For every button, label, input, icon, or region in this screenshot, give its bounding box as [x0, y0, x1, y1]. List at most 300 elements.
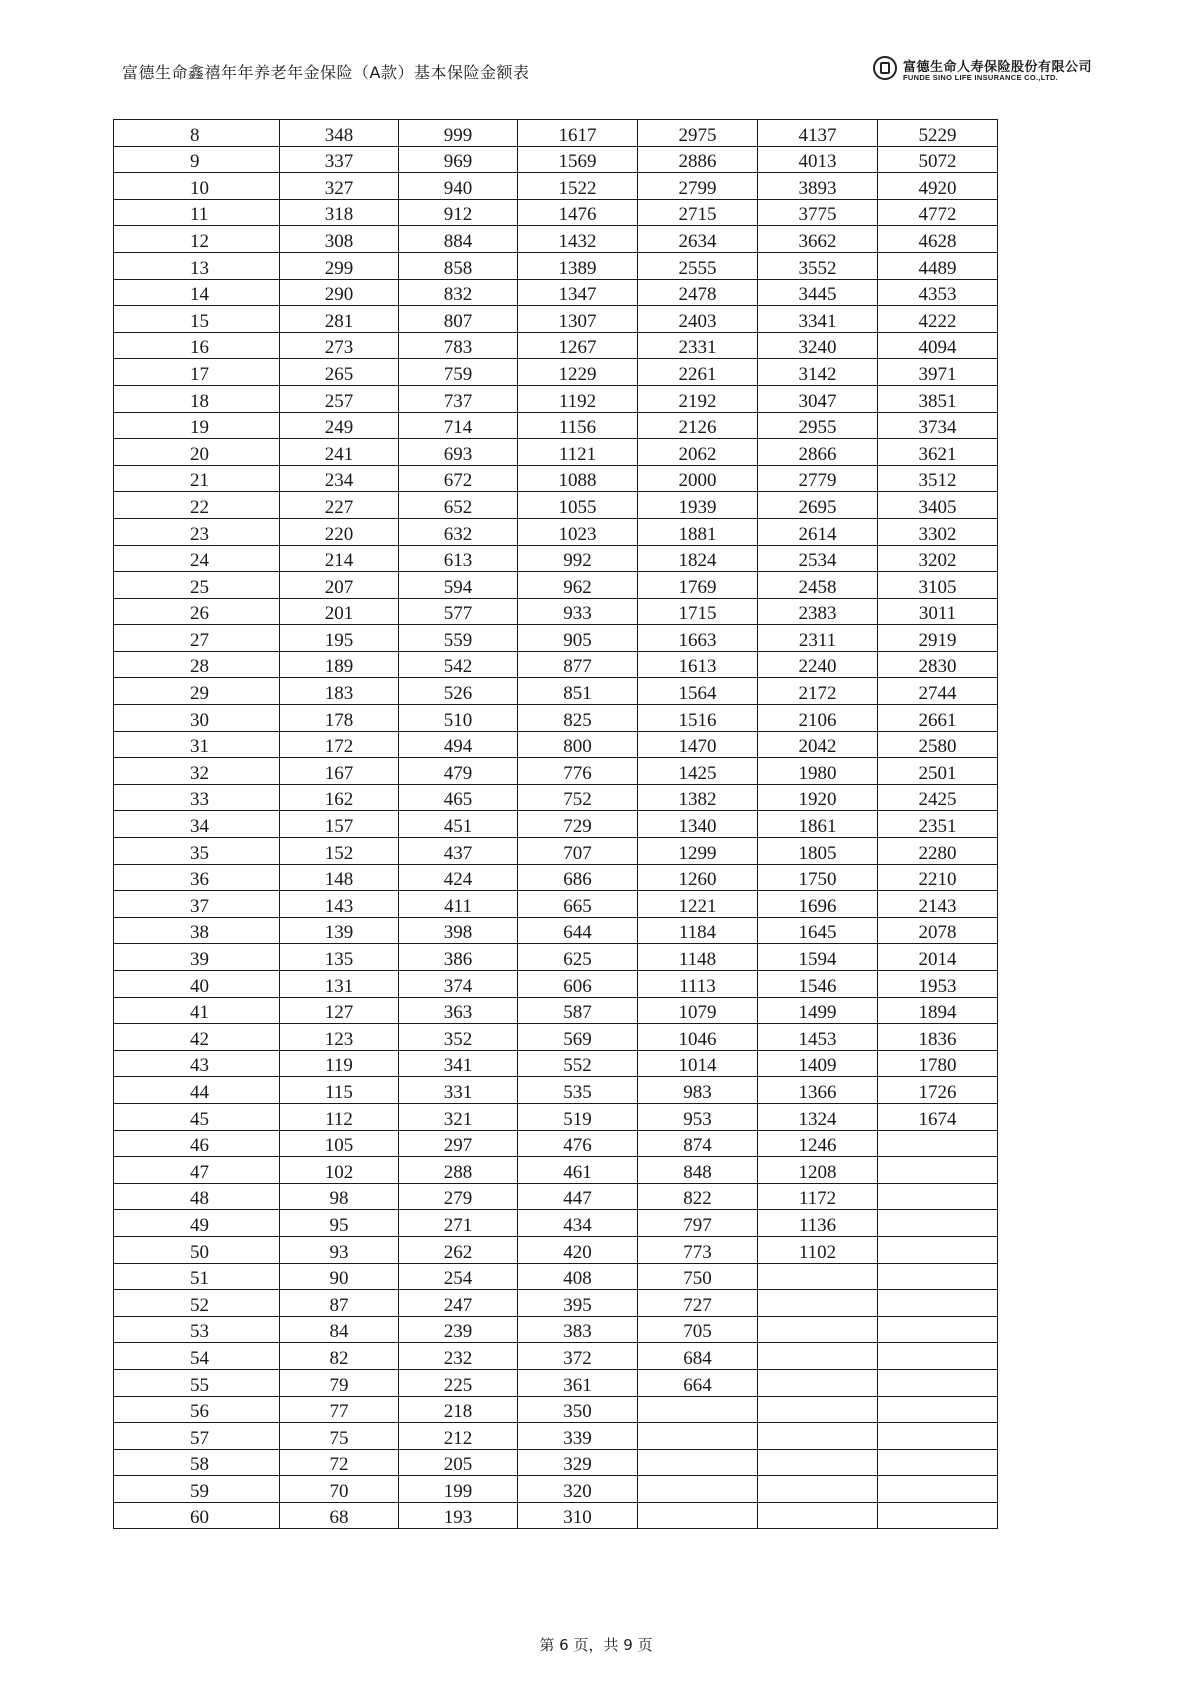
- amount-cell: 3851: [878, 385, 998, 412]
- amount-cell: 1750: [758, 864, 878, 891]
- amount-cell: 652: [399, 492, 518, 519]
- document-title: 富德生命鑫禧年年养老年金保险（A款）基本保险金额表: [122, 63, 530, 82]
- age-cell: 23: [114, 518, 280, 545]
- amount-cell: 3893: [758, 173, 878, 200]
- amount-cell: 1953: [878, 971, 998, 998]
- amount-cell: 2919: [878, 625, 998, 652]
- amount-cell: 587: [518, 997, 638, 1024]
- amount-cell: 632: [399, 518, 518, 545]
- amount-cell: 2280: [878, 838, 998, 865]
- amount-cell: 2042: [758, 731, 878, 758]
- amount-cell: [758, 1423, 878, 1450]
- age-cell: 29: [114, 678, 280, 705]
- age-cell: 42: [114, 1024, 280, 1051]
- age-cell: 60: [114, 1502, 280, 1529]
- amount-cell: 2331: [638, 332, 758, 359]
- company-logo: [873, 56, 1093, 88]
- amount-cell: 526: [399, 678, 518, 705]
- table-row: [114, 439, 998, 466]
- table-row: [114, 306, 998, 333]
- amount-cell: 1425: [638, 758, 758, 785]
- amount-cell: 1156: [518, 412, 638, 439]
- amount-cell: 1470: [638, 731, 758, 758]
- table-row: [114, 1130, 998, 1157]
- amount-cell: [758, 1396, 878, 1423]
- amount-cell: 1229: [518, 359, 638, 386]
- table-row: [114, 385, 998, 412]
- amount-cell: 1546: [758, 971, 878, 998]
- age-cell: 10: [114, 173, 280, 200]
- amount-cell: 858: [399, 252, 518, 279]
- amount-cell: 281: [280, 306, 399, 333]
- table-row: [114, 1157, 998, 1184]
- amount-cell: 308: [280, 226, 399, 253]
- amount-cell: 905: [518, 625, 638, 652]
- table-row: [114, 252, 998, 279]
- amount-cell: 205: [399, 1449, 518, 1476]
- amount-cell: 2501: [878, 758, 998, 785]
- age-cell: 11: [114, 199, 280, 226]
- amount-cell: [878, 1316, 998, 1343]
- table-row: [114, 864, 998, 891]
- amount-cell: 70: [280, 1476, 399, 1503]
- amount-cell: 832: [399, 279, 518, 306]
- table-row: [114, 1077, 998, 1104]
- amount-cell: 4222: [878, 306, 998, 333]
- amount-cell: 1499: [758, 997, 878, 1024]
- amount-cell: 714: [399, 412, 518, 439]
- amount-cell: 321: [399, 1103, 518, 1130]
- amount-cell: 1516: [638, 705, 758, 732]
- amount-cell: 1409: [758, 1050, 878, 1077]
- amount-cell: 1079: [638, 997, 758, 1024]
- amount-cell: 2555: [638, 252, 758, 279]
- table-row: [114, 891, 998, 918]
- amount-cell: 297: [399, 1130, 518, 1157]
- age-cell: 34: [114, 811, 280, 838]
- amount-cell: 262: [399, 1236, 518, 1263]
- amount-cell: 1046: [638, 1024, 758, 1051]
- amount-cell: 451: [399, 811, 518, 838]
- amount-cell: 3445: [758, 279, 878, 306]
- amount-cell: 4489: [878, 252, 998, 279]
- amount-cell: 776: [518, 758, 638, 785]
- amount-cell: 1920: [758, 784, 878, 811]
- amount-cell: 157: [280, 811, 399, 838]
- amount-cell: 672: [399, 465, 518, 492]
- amount-cell: 1617: [518, 120, 638, 147]
- amount-cell: 232: [399, 1343, 518, 1370]
- amount-cell: 337: [280, 146, 399, 173]
- amount-cell: 247: [399, 1290, 518, 1317]
- amount-cell: 1894: [878, 997, 998, 1024]
- amount-cell: [878, 1502, 998, 1529]
- amount-cell: 983: [638, 1077, 758, 1104]
- amount-cell: 183: [280, 678, 399, 705]
- age-cell: 43: [114, 1050, 280, 1077]
- age-cell: 9: [114, 146, 280, 173]
- amount-cell: 398: [399, 917, 518, 944]
- amount-cell: [638, 1396, 758, 1423]
- amount-cell: 465: [399, 784, 518, 811]
- age-cell: 39: [114, 944, 280, 971]
- table-row: [114, 1236, 998, 1263]
- amount-cell: 265: [280, 359, 399, 386]
- amount-cell: 424: [399, 864, 518, 891]
- amount-cell: 4920: [878, 173, 998, 200]
- age-cell: 57: [114, 1423, 280, 1450]
- amount-cell: 361: [518, 1369, 638, 1396]
- amount-cell: 341: [399, 1050, 518, 1077]
- amount-cell: 476: [518, 1130, 638, 1157]
- amount-cell: 822: [638, 1183, 758, 1210]
- table-row: [114, 1210, 998, 1237]
- amount-cell: 395: [518, 1290, 638, 1317]
- amount-cell: 992: [518, 545, 638, 572]
- amount-cell: 115: [280, 1077, 399, 1104]
- amount-cell: 3302: [878, 518, 998, 545]
- age-cell: 19: [114, 412, 280, 439]
- amount-cell: 535: [518, 1077, 638, 1104]
- age-cell: 18: [114, 385, 280, 412]
- age-cell: 12: [114, 226, 280, 253]
- amount-cell: 1453: [758, 1024, 878, 1051]
- amount-cell: 1389: [518, 252, 638, 279]
- amount-cell: 2311: [758, 625, 878, 652]
- amount-cell: 350: [518, 1396, 638, 1423]
- page-number: 第 6 页，共 9 页: [539, 1636, 653, 1654]
- amount-cell: 1696: [758, 891, 878, 918]
- amount-cell: 1088: [518, 465, 638, 492]
- amount-cell: 2534: [758, 545, 878, 572]
- amount-cell: 386: [399, 944, 518, 971]
- amount-cell: 3202: [878, 545, 998, 572]
- amount-cell: 434: [518, 1210, 638, 1237]
- table-row: [114, 1103, 998, 1130]
- table-row: [114, 1263, 998, 1290]
- amount-cell: [758, 1476, 878, 1503]
- amount-cell: 2014: [878, 944, 998, 971]
- amount-cell: 693: [399, 439, 518, 466]
- amount-cell: 1208: [758, 1157, 878, 1184]
- amount-cell: 420: [518, 1236, 638, 1263]
- amount-cell: 3405: [878, 492, 998, 519]
- amount-cell: 68: [280, 1502, 399, 1529]
- amount-cell: 102: [280, 1157, 399, 1184]
- table-row: [114, 944, 998, 971]
- amount-cell: 5229: [878, 120, 998, 147]
- table-row: [114, 1369, 998, 1396]
- amount-cell: [878, 1369, 998, 1396]
- amount-cell: 4013: [758, 146, 878, 173]
- amount-cell: 1014: [638, 1050, 758, 1077]
- amount-cell: 3621: [878, 439, 998, 466]
- amount-cell: 1246: [758, 1130, 878, 1157]
- table-row: [114, 545, 998, 572]
- amount-cell: 912: [399, 199, 518, 226]
- amount-cell: 93: [280, 1236, 399, 1263]
- amount-cell: 2351: [878, 811, 998, 838]
- amount-cell: 310: [518, 1502, 638, 1529]
- amount-cell: [638, 1449, 758, 1476]
- age-cell: 27: [114, 625, 280, 652]
- amount-cell: [638, 1476, 758, 1503]
- amount-cell: 2000: [638, 465, 758, 492]
- amount-cell: 1055: [518, 492, 638, 519]
- amount-cell: 569: [518, 1024, 638, 1051]
- amount-cell: 105: [280, 1130, 399, 1157]
- amount-cell: 2143: [878, 891, 998, 918]
- age-cell: 50: [114, 1236, 280, 1263]
- age-cell: 59: [114, 1476, 280, 1503]
- amount-cell: 1121: [518, 439, 638, 466]
- amount-cell: 3240: [758, 332, 878, 359]
- amount-cell: 3552: [758, 252, 878, 279]
- amount-cell: [638, 1423, 758, 1450]
- amount-cell: 4353: [878, 279, 998, 306]
- amount-cell: 594: [399, 572, 518, 599]
- amount-cell: 218: [399, 1396, 518, 1423]
- amount-cell: 783: [399, 332, 518, 359]
- age-cell: 24: [114, 545, 280, 572]
- amount-cell: 494: [399, 731, 518, 758]
- amount-cell: 372: [518, 1343, 638, 1370]
- amount-cell: 519: [518, 1103, 638, 1130]
- table-row: [114, 279, 998, 306]
- amount-cell: 999: [399, 120, 518, 147]
- amount-cell: 178: [280, 705, 399, 732]
- table-row: [114, 173, 998, 200]
- amount-cell: 123: [280, 1024, 399, 1051]
- age-cell: 36: [114, 864, 280, 891]
- table-row: [114, 758, 998, 785]
- age-cell: 41: [114, 997, 280, 1024]
- amount-cell: 72: [280, 1449, 399, 1476]
- amount-cell: [758, 1290, 878, 1317]
- amount-cell: 139: [280, 917, 399, 944]
- amount-cell: 2425: [878, 784, 998, 811]
- amount-cell: 207: [280, 572, 399, 599]
- amount-cell: 4628: [878, 226, 998, 253]
- age-cell: 25: [114, 572, 280, 599]
- amount-cell: [878, 1476, 998, 1503]
- amount-cell: 752: [518, 784, 638, 811]
- amount-cell: 800: [518, 731, 638, 758]
- amount-cell: 884: [399, 226, 518, 253]
- amount-cell: 3971: [878, 359, 998, 386]
- company-logo-icon: [873, 56, 897, 80]
- table-row: [114, 1183, 998, 1210]
- age-cell: 45: [114, 1103, 280, 1130]
- age-cell: 35: [114, 838, 280, 865]
- amount-cell: 1340: [638, 811, 758, 838]
- amount-cell: 220: [280, 518, 399, 545]
- amount-cell: 3734: [878, 412, 998, 439]
- age-cell: 46: [114, 1130, 280, 1157]
- table-body: [114, 120, 998, 1529]
- amount-cell: [758, 1263, 878, 1290]
- amount-cell: 320: [518, 1476, 638, 1503]
- amount-cell: 1769: [638, 572, 758, 599]
- amount-cell: 759: [399, 359, 518, 386]
- age-cell: 13: [114, 252, 280, 279]
- age-cell: 16: [114, 332, 280, 359]
- amount-cell: 279: [399, 1183, 518, 1210]
- amount-cell: [878, 1263, 998, 1290]
- table-row: [114, 226, 998, 253]
- amount-cell: [758, 1343, 878, 1370]
- table-row: [114, 598, 998, 625]
- company-name-cn: 富德生命人寿保险股份有限公司: [903, 60, 1093, 75]
- table-row: [114, 731, 998, 758]
- amount-cell: 299: [280, 252, 399, 279]
- age-cell: 8: [114, 120, 280, 147]
- amount-cell: 271: [399, 1210, 518, 1237]
- amount-cell: 1102: [758, 1236, 878, 1263]
- table-row: [114, 492, 998, 519]
- table-row: [114, 1449, 998, 1476]
- age-cell: 40: [114, 971, 280, 998]
- age-cell: 28: [114, 651, 280, 678]
- amount-cell: 1564: [638, 678, 758, 705]
- amount-cell: 4094: [878, 332, 998, 359]
- amount-cell: 225: [399, 1369, 518, 1396]
- amount-cell: 2695: [758, 492, 878, 519]
- amount-cell: 2062: [638, 439, 758, 466]
- amount-cell: 940: [399, 173, 518, 200]
- table-row: [114, 1024, 998, 1051]
- amount-cell: 1726: [878, 1077, 998, 1104]
- amount-cell: 1881: [638, 518, 758, 545]
- amount-cell: 1366: [758, 1077, 878, 1104]
- table-row: [114, 572, 998, 599]
- amount-cell: 437: [399, 838, 518, 865]
- amount-cell: 3047: [758, 385, 878, 412]
- amount-cell: 962: [518, 572, 638, 599]
- amount-cell: [758, 1449, 878, 1476]
- amount-cell: 1824: [638, 545, 758, 572]
- amount-cell: 363: [399, 997, 518, 1024]
- amount-cell: 510: [399, 705, 518, 732]
- amount-cell: 707: [518, 838, 638, 865]
- amount-cell: 135: [280, 944, 399, 971]
- amount-cell: 1432: [518, 226, 638, 253]
- amount-cell: 3662: [758, 226, 878, 253]
- amount-cell: 1980: [758, 758, 878, 785]
- amount-cell: 1136: [758, 1210, 878, 1237]
- amount-cell: [758, 1502, 878, 1529]
- amount-cell: 95: [280, 1210, 399, 1237]
- amount-cell: 1324: [758, 1103, 878, 1130]
- age-cell: 14: [114, 279, 280, 306]
- table-row: [114, 1502, 998, 1529]
- amount-cell: 201: [280, 598, 399, 625]
- amount-cell: [638, 1502, 758, 1529]
- amount-cell: 969: [399, 146, 518, 173]
- amount-cell: 2866: [758, 439, 878, 466]
- table-row: [114, 917, 998, 944]
- amount-cell: 2458: [758, 572, 878, 599]
- age-cell: 21: [114, 465, 280, 492]
- amount-cell: 75: [280, 1423, 399, 1450]
- amount-cell: 2799: [638, 173, 758, 200]
- amount-cell: 2661: [878, 705, 998, 732]
- sum-insured-table: [113, 119, 998, 1529]
- amount-cell: [878, 1157, 998, 1184]
- age-cell: 30: [114, 705, 280, 732]
- amount-cell: 552: [518, 1050, 638, 1077]
- age-cell: 20: [114, 439, 280, 466]
- amount-cell: 2634: [638, 226, 758, 253]
- amount-cell: 1569: [518, 146, 638, 173]
- table-row: [114, 997, 998, 1024]
- amount-cell: 195: [280, 625, 399, 652]
- amount-cell: [878, 1183, 998, 1210]
- amount-cell: 249: [280, 412, 399, 439]
- amount-cell: 1663: [638, 625, 758, 652]
- amount-cell: 750: [638, 1263, 758, 1290]
- amount-cell: 2580: [878, 731, 998, 758]
- amount-cell: 167: [280, 758, 399, 785]
- amount-cell: 3341: [758, 306, 878, 333]
- amount-cell: 2779: [758, 465, 878, 492]
- amount-cell: 625: [518, 944, 638, 971]
- amount-cell: 1836: [878, 1024, 998, 1051]
- amount-cell: [878, 1449, 998, 1476]
- amount-cell: 4137: [758, 120, 878, 147]
- amount-cell: 1780: [878, 1050, 998, 1077]
- age-cell: 17: [114, 359, 280, 386]
- amount-cell: 383: [518, 1316, 638, 1343]
- table-row: [114, 199, 998, 226]
- table-row: [114, 1290, 998, 1317]
- amount-cell: 288: [399, 1157, 518, 1184]
- amount-cell: 3105: [878, 572, 998, 599]
- amount-cell: 79: [280, 1369, 399, 1396]
- amount-cell: 577: [399, 598, 518, 625]
- amount-cell: 2403: [638, 306, 758, 333]
- amount-cell: 606: [518, 971, 638, 998]
- amount-cell: 1382: [638, 784, 758, 811]
- table-row: [114, 971, 998, 998]
- age-cell: 47: [114, 1157, 280, 1184]
- amount-cell: 329: [518, 1449, 638, 1476]
- amount-cell: 77: [280, 1396, 399, 1423]
- amount-cell: 254: [399, 1263, 518, 1290]
- amount-cell: 5072: [878, 146, 998, 173]
- amount-cell: 2478: [638, 279, 758, 306]
- amount-cell: 127: [280, 997, 399, 1024]
- amount-cell: 2078: [878, 917, 998, 944]
- table-row: [114, 332, 998, 359]
- age-cell: 32: [114, 758, 280, 785]
- age-cell: 38: [114, 917, 280, 944]
- amount-cell: 684: [638, 1343, 758, 1370]
- amount-cell: 1192: [518, 385, 638, 412]
- amount-cell: [878, 1236, 998, 1263]
- amount-cell: 318: [280, 199, 399, 226]
- amount-cell: [758, 1316, 878, 1343]
- amount-cell: 1476: [518, 199, 638, 226]
- amount-cell: 664: [638, 1369, 758, 1396]
- amount-cell: 214: [280, 545, 399, 572]
- amount-cell: 1861: [758, 811, 878, 838]
- amount-cell: 461: [518, 1157, 638, 1184]
- table-row: [114, 705, 998, 732]
- amount-cell: 2614: [758, 518, 878, 545]
- amount-cell: 877: [518, 651, 638, 678]
- amount-cell: 542: [399, 651, 518, 678]
